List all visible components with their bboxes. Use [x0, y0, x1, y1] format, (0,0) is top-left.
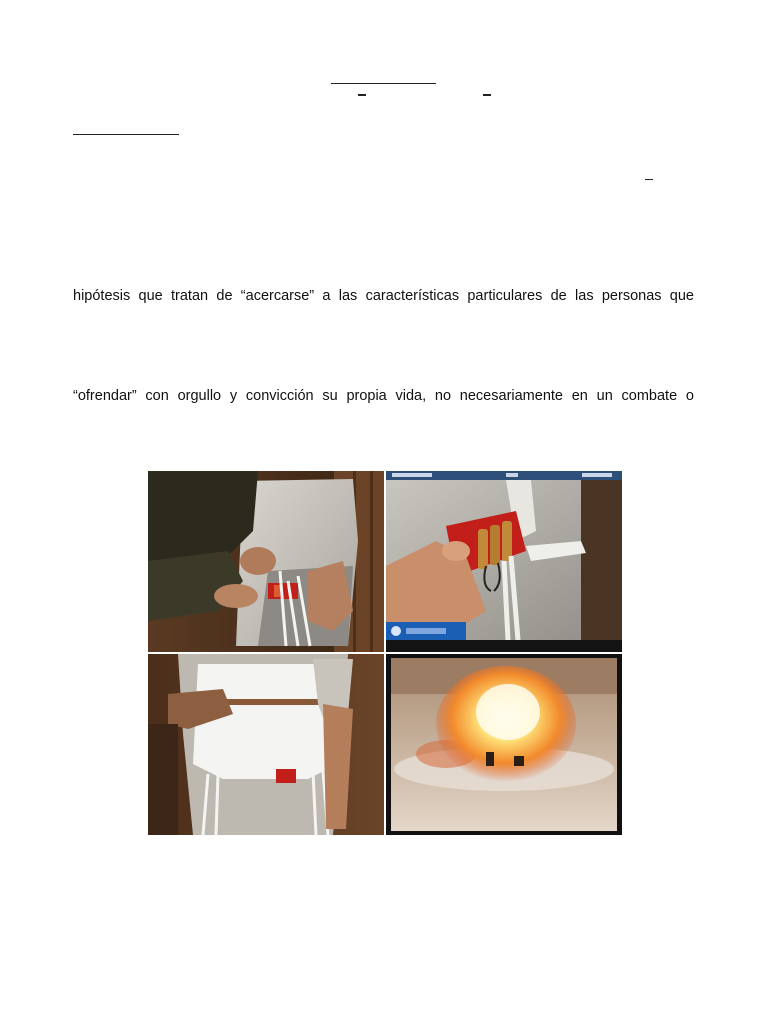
photo-detonator-closeup	[386, 471, 622, 652]
title-underline	[331, 83, 436, 84]
line-end-dash	[645, 179, 653, 180]
paragraph-line-2: “ofrendar” con orgullo y convicción su propia vida, no necesariamente en un combate o	[73, 388, 694, 404]
photo-explosion	[386, 654, 622, 835]
title-dash-right	[483, 94, 491, 96]
photo-collage	[148, 471, 622, 835]
paragraph-line-1: hipótesis que tratan de “acercarse” a las características particulares de las personas que	[73, 288, 694, 304]
title-dash-left	[358, 94, 366, 96]
photo-hands-attaching-vest	[148, 471, 384, 652]
section-heading-underline	[73, 134, 179, 135]
photo-person-wearing-vest	[148, 654, 384, 835]
